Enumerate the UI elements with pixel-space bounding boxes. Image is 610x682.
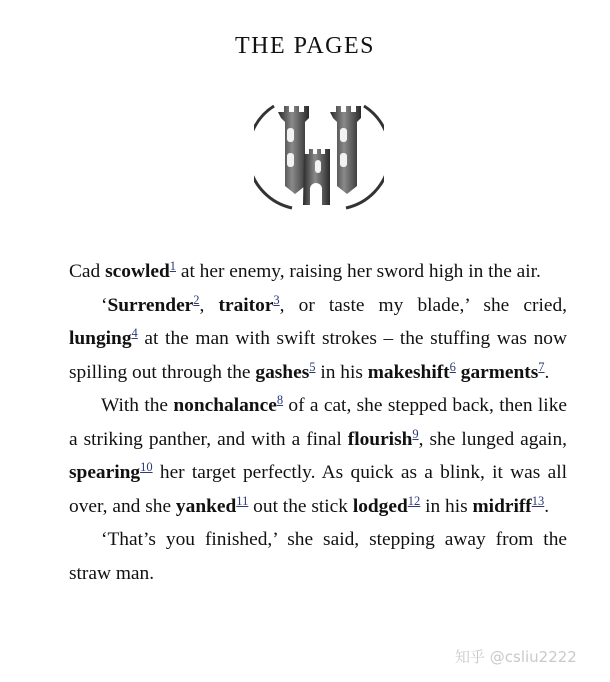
- castle-icon: [254, 98, 384, 212]
- footnote-link[interactable]: 6: [449, 359, 456, 374]
- vocab-word: garments: [460, 361, 539, 383]
- footnote-link[interactable]: 13: [531, 493, 545, 508]
- vocab-word: spearing: [69, 462, 141, 483]
- vocab-word: Surrender: [107, 294, 194, 316]
- text-run: at her enemy, raising her sword high in the air.: [175, 261, 541, 282]
- text-run: .: [544, 495, 550, 517]
- footnote-link[interactable]: 2: [193, 292, 200, 307]
- vocab-word: makeshift: [367, 361, 450, 383]
- text-run: .: [544, 361, 550, 383]
- text-run: ‘That’s you finished,’ she said, stepping away from the straw man.: [69, 529, 567, 584]
- vocab-word: yanked: [175, 495, 237, 517]
- text-run: Cad: [69, 261, 106, 282]
- footnote-link[interactable]: 11: [236, 493, 249, 508]
- paragraph: [69, 289, 567, 390]
- story-text: [69, 255, 567, 590]
- vocab-word: midriff: [472, 495, 532, 517]
- footnote-link[interactable]: 8: [276, 393, 284, 407]
- paragraph: [69, 523, 567, 590]
- footnote-link[interactable]: 7: [538, 359, 545, 374]
- vocab-word: lodged: [352, 495, 408, 517]
- footnote-link[interactable]: 4: [131, 326, 138, 340]
- text-run: in his: [315, 361, 368, 383]
- footnote-link[interactable]: 1: [169, 259, 176, 273]
- footnote-link[interactable]: 9: [412, 426, 419, 441]
- text-run: of a cat, she stepped back, then like a striking panther, and with a final: [69, 395, 567, 450]
- vocab-word: traitor: [218, 294, 274, 316]
- text-run: With the: [101, 395, 174, 416]
- footnote-link[interactable]: 3: [273, 292, 280, 307]
- paragraph: [69, 389, 567, 523]
- text-run: at the man with swift strokes – the stuffing was now spilling out through the: [69, 328, 567, 383]
- vocab-word: scowled: [105, 261, 170, 282]
- text-run: ‘: [101, 294, 108, 316]
- vocab-word: gashes: [255, 361, 310, 383]
- text-run: ,: [199, 294, 219, 316]
- page-title: THE PAGES: [235, 33, 375, 59]
- text-run: , or taste my blade,’ she cried,: [279, 294, 567, 316]
- text-run: her target perfectly. As quick as a blink, it was all over, and she: [69, 462, 567, 517]
- paragraph: [69, 255, 567, 289]
- vocab-word: flourish: [347, 428, 413, 450]
- text-run: in his: [420, 495, 473, 517]
- footnote-link[interactable]: 10: [140, 460, 153, 474]
- footnote-link[interactable]: 12: [407, 493, 421, 508]
- watermark: 知乎 @csliu2222: [455, 648, 577, 666]
- text-run: , she lunged again,: [418, 428, 567, 450]
- text-run: out the stick: [248, 495, 353, 517]
- vocab-word: nonchalance: [173, 395, 277, 416]
- footnote-link[interactable]: 5: [309, 359, 316, 374]
- vocab-word: lunging: [69, 328, 132, 349]
